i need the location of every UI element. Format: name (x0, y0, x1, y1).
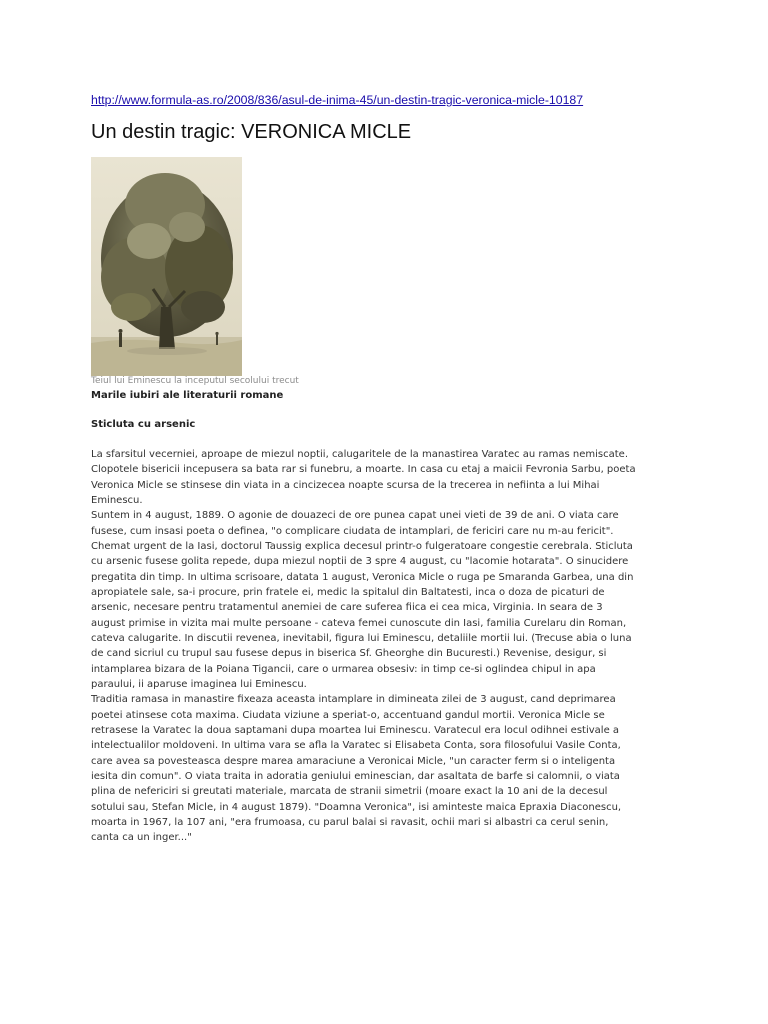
photo-caption: Teiul lui Eminescu la inceputul secolului trecut (91, 376, 299, 386)
article-line: poetei atinsese cota maxima. Ciudata viziune a speriat-o, accentuand gandul mortii. Veronica Micle se (91, 709, 605, 721)
article-line: cateva calugarite. In discutii revenea, inevitabil, figura lui Eminescu, detaliile mortii lui. (Trecuse abia o luna (91, 632, 632, 644)
article-line: apropiatele sale, sa-i procure, prin fratele ei, medic la spitalul din Baltatesti, inca o doza de picaturi de (91, 586, 605, 598)
article-line: Veronica Micle se stinsese din viata in a cincizecea noapte scursa de la trecerea in nefiinta a lui Mihai (91, 479, 600, 491)
article-line: intamplarea bizara de la Poiana Tigancii, care o urmarea obsesiv: in timp ce-si oglindea chipul in apa (91, 663, 596, 675)
article-line: sotului sau, Stefan Micle, in 4 august 1879). "Doamna Veronica", isi aminteste maica Epraxia Diaconescu, (91, 801, 622, 813)
article-line: Clopotele bisericii incepusera sa bata rar si funebru, a moarte. In casa cu etaj a maicii Fevronia Sarbu, poeta (91, 464, 636, 476)
article-line: moarta in 1967, la 107 ani, "era frumoasa, cu parul balai si ravasit, ochii mari si albastri ca cerul senin, (91, 816, 609, 828)
article-line: Suntem in 4 august, 1889. O agonie de douazeci de ore punea capat unei vieti de 39 de ani. O viata care (91, 510, 619, 522)
article-line: arsenic, necesare pentru tratamentul anemiei de care suferea fiica ei cea mica, Virginia. In seara de 3 (91, 602, 603, 614)
page-title: Un destin tragic: VERONICA MICLE (91, 121, 412, 143)
article-line: retrasese la Varatec la doua saptamani dupa moartea lui Eminescu. Varatecul era locul odihnei estivale a (91, 724, 620, 736)
article-line: plina de nefericiri si greutati materiale, marcata de stranii simetrii (moare exact la 10 ani de la decesul (91, 786, 608, 798)
article-line: cu arsenic fusese golita repede, dupa miezul noptii de 3 spre 4 august, cu "lacomie hotarata". O sinucidere (91, 556, 629, 568)
article-body (91, 447, 691, 846)
article-line: intelectualilor moldoveni. In ultima vara se afla la Varatec si Elisabeta Conta, sora filosofului Vasile Conta, (91, 740, 621, 752)
article-line: fusese, cum insasi poeta o definea, "o complicare ciudata de intamplari, de fericiri care nu m-au fericit". (91, 525, 614, 537)
article-line: pregatita din timp. In ultima scrisoare, datata 1 august, Veronica Micle o ruga pe Smaranda Garbea, una din (91, 571, 634, 583)
tree-photo (91, 157, 242, 376)
article-line: de cand sicriul cu trupul sau fusese depus in biserica Sf. Gheorghe din Bucuresti.) Revenise, desigur, si (91, 648, 607, 660)
article-line: Chemat urgent de la Iasi, doctorul Taussig explica decesul printr-o fulgeratoare congestie cerebrala. Sticluta (91, 540, 633, 552)
article-line: Eminescu. (91, 494, 143, 506)
article-line: paraului, ii aparuse imaginea lui Eminescu. (91, 678, 307, 690)
article-line: canta ca un inger..." (91, 832, 192, 844)
article-line: Traditia ramasa in manastire fixeaza aceasta intamplare in dimineata zilei de 3 august, cand deprimarea (91, 694, 616, 706)
article-line: iesita din comun". O viata traita in adoratia geniului eminescian, dar asaltata de barfe si calomnii, o viata (91, 770, 620, 782)
article-line: La sfarsitul vecerniei, aproape de miezul noptii, calugaritele de la manastirea Varatec au ramas nemiscate. (91, 449, 629, 460)
article-line: august primise in vizita mai multe persoane - cateva femei cunoscute din Iasi, familia Curelaru din Roman, (91, 617, 627, 629)
article-line: care avea sa povesteasca despre marea amaraciune a Veronicai Micle, "un caracter ferm si o inteligenta (91, 755, 616, 767)
section-heading: Sticluta cu arsenic (91, 419, 196, 430)
article-subtitle: Marile iubiri ale literaturii romane (91, 390, 284, 401)
source-url-link[interactable]: http://www.formula-as.ro/2008/836/asul-de-inima-45/un-destin-tragic-veronica-micle-10187 (91, 93, 584, 107)
